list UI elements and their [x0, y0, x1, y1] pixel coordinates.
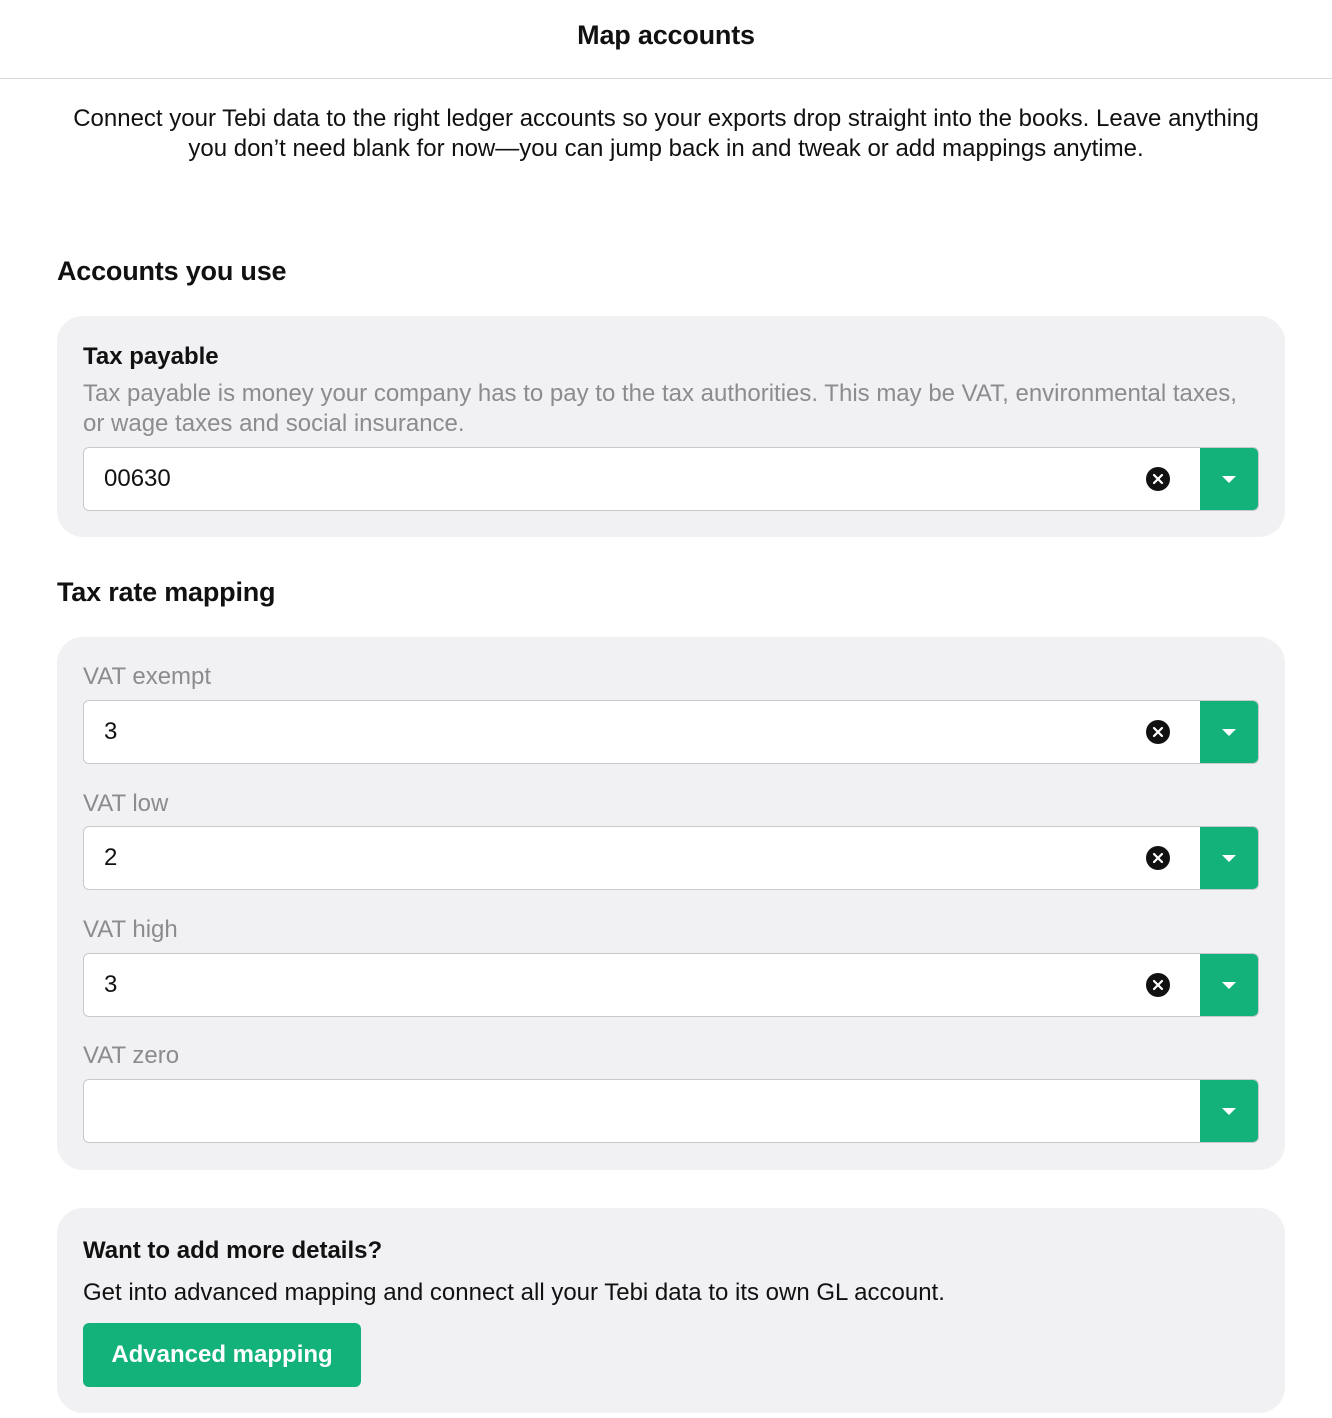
tax-payable-description: Tax payable is money your company has to pay to the tax authorities. This may be VAT, environmental taxes, or wage taxes and social insurance. — [83, 380, 1237, 437]
caret-down-icon — [1222, 1108, 1236, 1115]
caret-down-icon — [1222, 855, 1236, 862]
vat-high-label: VAT high — [83, 916, 178, 943]
vat-zero-label: VAT zero — [83, 1042, 180, 1069]
vat-zero-select[interactable] — [83, 1079, 1259, 1143]
tax-payable-value[interactable]: 00630 — [104, 465, 171, 492]
caret-down-icon — [1222, 476, 1236, 483]
tax-rate-section-title: Tax rate mapping — [57, 577, 276, 607]
vat-low-label: VAT low — [83, 790, 169, 817]
vat-exempt-label: VAT exempt — [83, 663, 212, 690]
tax-rate-card — [57, 637, 1285, 1170]
intro-text: Connect your Tebi data to the right ledger accounts so your exports drop straight into the books. Leave anything you don’t need blank for now—you can jump back in and tweak or add mappings anytime. — [73, 105, 1259, 162]
accounts-section-title: Accounts you use — [57, 256, 287, 286]
caret-down-icon — [1222, 982, 1236, 989]
vat-exempt-select[interactable] — [83, 700, 1259, 764]
dropdown-button[interactable] — [1200, 448, 1258, 510]
advanced-mapping-card — [57, 1208, 1285, 1413]
page-title: Map accounts — [577, 19, 755, 50]
vat-exempt-value[interactable]: 3 — [104, 718, 118, 745]
clear-icon[interactable] — [1146, 973, 1170, 997]
details-title: Want to add more details? — [83, 1237, 383, 1264]
advanced-mapping-button[interactable]: Advanced mapping — [83, 1323, 361, 1387]
dropdown-button[interactable] — [1200, 827, 1258, 889]
page-header — [0, 0, 1332, 79]
clear-icon[interactable] — [1146, 720, 1170, 744]
vat-low-value[interactable]: 2 — [104, 844, 118, 871]
details-text: Get into advanced mapping and connect all your Tebi data to its own GL account. — [83, 1279, 945, 1306]
caret-down-icon — [1222, 729, 1236, 736]
tax-payable-select[interactable] — [83, 447, 1259, 511]
vat-low-select[interactable] — [83, 826, 1259, 890]
dropdown-button[interactable] — [1200, 1080, 1258, 1142]
vat-high-select[interactable] — [83, 953, 1259, 1017]
vat-high-value[interactable]: 3 — [104, 971, 118, 998]
tax-payable-title: Tax payable — [83, 343, 219, 370]
dropdown-button[interactable] — [1200, 701, 1258, 763]
clear-icon[interactable] — [1146, 846, 1170, 870]
dropdown-button[interactable] — [1200, 954, 1258, 1016]
tax-payable-card — [57, 316, 1285, 537]
clear-icon[interactable] — [1146, 467, 1170, 491]
